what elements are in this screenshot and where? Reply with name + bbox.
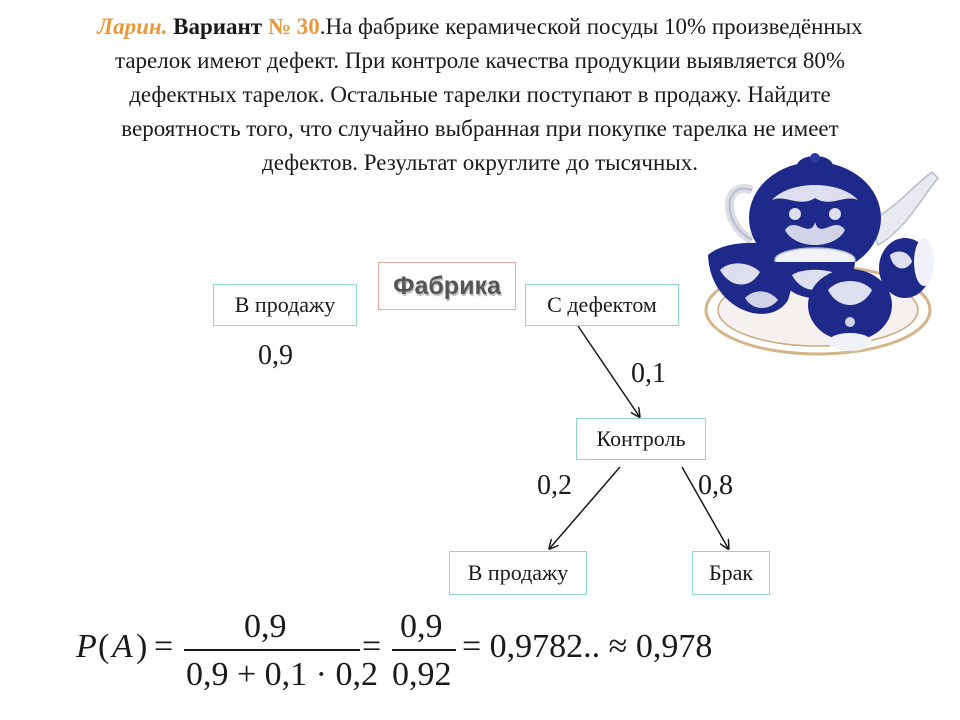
formula-denominator-2: 0,92 — [392, 656, 452, 693]
formula-numerator-2: 0,9 — [400, 608, 443, 645]
formula-denominator-1: 0,9 + 0,1 · 0,2 — [186, 656, 378, 693]
author-label: Ларин. — [97, 14, 168, 39]
formula-numerator-1: 0,9 — [244, 608, 287, 645]
formula-equals-2: = — [362, 628, 382, 665]
fraction-bar-2 — [392, 649, 456, 651]
formula-result: = 0,9782.. ≈ 0,978 — [462, 628, 713, 665]
sale-node-2: В продажу — [449, 551, 587, 595]
variant-label: Вариант — [173, 14, 263, 39]
formula-equals-1: = — [154, 628, 174, 665]
prob-defect: 0,1 — [631, 358, 666, 389]
problem-text-line-4: вероятность того, что случайно выбранная при покупке тарелка не имеет — [121, 116, 839, 141]
arrow-defect-to-control — [578, 326, 639, 416]
problem-text-line-2: тарелок имеют дефект. При контроле качества продукции выявляется 80% — [114, 48, 846, 73]
formula-p: P — [76, 628, 97, 665]
defect-node: С дефектом — [525, 284, 679, 326]
variant-number: № 30 — [267, 14, 320, 39]
problem-text-line-1: .На фабрике керамической посуды 10% произведённых — [319, 14, 863, 39]
formula-a: A — [112, 628, 133, 665]
reject-node: Брак — [692, 551, 770, 595]
formula-lparen: ( — [98, 628, 110, 665]
prob-sale: 0,9 — [258, 340, 293, 371]
prob-control-sale: 0,2 — [537, 470, 572, 501]
sale-node-1: В продажу — [213, 284, 357, 326]
problem-text-line-3: дефектных тарелок. Остальные тарелки поступают в продажу. Найдите — [129, 82, 831, 107]
problem-text-line-5: дефектов. Результат округлите до тысячных. — [262, 150, 698, 175]
formula-rparen: ) — [136, 628, 148, 665]
control-node: Контроль — [576, 418, 706, 460]
prob-reject: 0,8 — [698, 470, 733, 501]
fraction-bar-1 — [184, 649, 360, 651]
factory-node: Фабрика — [378, 262, 516, 310]
